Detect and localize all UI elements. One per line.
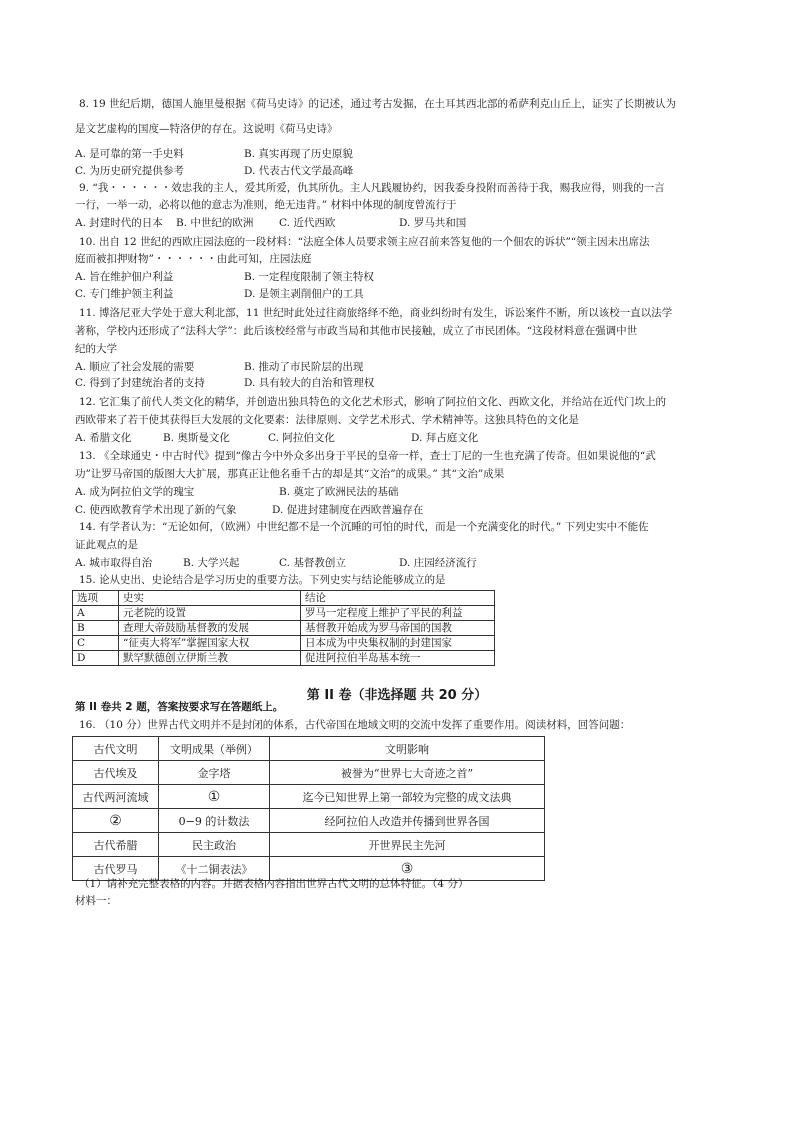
table-header-cell: 史实 [119, 591, 301, 606]
q13-stem-cont: 功”让罗马帝国的版图大大扩展，那真正让他名垂千古的却是其“文治”的成果。” 其“文治”成果 [75, 468, 505, 480]
table-cell: “征夷大将军”掌握国家大权 [119, 636, 301, 651]
table-cell: 《十二铜表法》 [159, 857, 270, 881]
blank-marker-3: ③ [270, 857, 545, 881]
q14-stem: 14. 有学者认为：“无论如何，（欧洲）中世纪都不是一个沉睡的可怕的时代，而是一个充满变化的时代。” 下列史实中不能佐 [79, 521, 649, 533]
q11-stem-cont: 著称，学校内还形成了“法科大学”：此后该校经常与市政当局和其他市民接触，成立了市民团体。“这段材料意在强调中世 [75, 325, 638, 337]
table-cell: 日本成为中央集权制的封建国家 [301, 636, 495, 651]
blank-marker-2: ② [73, 809, 159, 833]
table-header-cell: 结论 [301, 591, 495, 606]
q8-option-a: A. 是可靠的第一手史料 [75, 148, 184, 160]
table-cell: 古代两河流域 [73, 785, 159, 809]
q16-material-label: 材料一： [75, 895, 117, 907]
q10-option-c: C. 专门维护领主利益 [75, 288, 174, 300]
table-row [73, 833, 545, 857]
q8-option-c: C. 为历史研究提供参考 [75, 165, 184, 177]
q9-option-a: A. 封建时代的日本 [75, 217, 163, 229]
table-cell: 促进阿拉伯半岛基本统一 [301, 651, 495, 666]
table-header-row [73, 591, 495, 606]
table-cell: B [73, 621, 119, 636]
table-row [73, 809, 545, 833]
table-header-cell: 文明成果（举例） [159, 737, 270, 761]
table-cell: D [73, 651, 119, 666]
q9-option-d: D. 罗马共和国 [399, 217, 467, 229]
q10-option-d: D. 是领主剥削佃户的工具 [244, 288, 364, 300]
table-header-cell: 选项 [73, 591, 119, 606]
q11-stem-cont2: 纪的大学 [75, 343, 117, 355]
q9-option-b: B. 中世纪的欧洲 [176, 217, 254, 229]
q11-option-b: B. 推动了市民阶层的出现 [244, 361, 364, 373]
table-row [73, 785, 545, 809]
table-cell: 0−9 的计数法 [159, 809, 270, 833]
table-row [73, 621, 495, 636]
q8-stem-cont: 是文艺虚构的国度—特洛伊的存在。这说明《荷马史诗》 [75, 123, 338, 135]
q14-stem-cont: 证此观点的是 [75, 539, 138, 551]
q8-stem: 8. 19 世纪后期，德国人施里曼根据《荷马史诗》的记述，通过考古发掘，在土耳其西北部的希萨利克山丘上，证实了长期被认为 [79, 98, 677, 110]
table-row [73, 636, 495, 651]
q12-stem: 12. 它汇集了前代人类文化的精华，并创造出独具特色的文化艺术形式，影响了阿拉伯文化、西欧文化，并给站在近代门坎上的 [79, 396, 667, 408]
table-header-row [73, 737, 545, 761]
table-cell: 古代罗马 [73, 857, 159, 881]
table-row [73, 651, 495, 666]
q15-table [72, 590, 495, 666]
q16-stem: 16. （10 分）世界古代文明并不是封闭的体系，古代帝国在地域文明的交流中发挥了重要作用。阅读材料，回答问题： [79, 719, 631, 731]
table-row [73, 606, 495, 621]
table-header-cell: 文明影响 [270, 737, 545, 761]
q14-option-c: C. 基督教创立 [279, 557, 346, 569]
q16-table [72, 736, 545, 881]
table-header-cell: 古代文明 [73, 737, 159, 761]
table-cell: C [73, 636, 119, 651]
q10-stem: 10. 出自 12 世纪的西欧庄园法庭的一段材料：“法庭全体人员要求领主应召前来答复他的一个佃农的诉状”“领主因未出席法 [79, 236, 650, 248]
q12-option-b: B. 奥斯曼文化 [163, 432, 230, 444]
q11-option-c: C. 得到了封建统治者的支持 [75, 377, 205, 389]
q8-option-b: B. 真实再现了历史原貌 [244, 148, 353, 160]
table-cell: 默罕默德创立伊斯兰教 [119, 651, 301, 666]
table-cell: 开世界民主先河 [270, 833, 545, 857]
q12-stem-cont: 西欧带来了若干使其获得巨大发展的文化要素：法律原则、文学艺术形式、学术精神等。这独具特色的文化是 [75, 414, 579, 426]
table-cell: 罗马一定程度上维护了平民的利益 [301, 606, 495, 621]
q13-option-a: A. 成为阿拉伯文学的瑰宝 [75, 486, 195, 498]
blank-marker-1: ① [159, 785, 270, 809]
q11-option-d: D. 具有较大的自治和管理权 [244, 377, 375, 389]
q13-option-b: B. 奠定了欧洲民法的基础 [279, 486, 399, 498]
q8-option-d: D. 代表古代文学最高峰 [244, 165, 354, 177]
q10-option-b: B. 一定程度限制了领主特权 [244, 271, 374, 283]
q15-stem: 15. 论从史出、史论结合是学习历史的重要方法。下列史实与结论能够成立的是 [79, 574, 446, 586]
q16-subquestion-1: （1）请补充完整表格的内容。并据表格内容指出世界古代文明的总体特征。（4 分） [79, 878, 469, 890]
q9-stem: 9. “我・・・・・・效忠我的主人，爱其所爱，仇其所仇。主人凡践履协约，因我委身投附而善待于我，赐我应得，则我的一言 [79, 182, 665, 194]
table-cell: 古代希腊 [73, 833, 159, 857]
q13-stem: 13. 《全球通史・中古时代》提到“像古今中外众多出身于平民的皇帝一样，查士丁尼的一生也充满了传奇。但如果说他的“武 [79, 450, 656, 462]
q12-option-c: C. 阿拉伯文化 [268, 432, 335, 444]
section-2-note: 第 II 卷共 2 题，答案按要求写在答题纸上。 [75, 701, 284, 713]
q12-option-d: D. 拜占庭文化 [411, 432, 479, 444]
table-cell: 元老院的设置 [119, 606, 301, 621]
table-cell: 查理大帝鼓励基督教的发展 [119, 621, 301, 636]
q11-option-a: A. 顺应了社会发展的需要 [75, 361, 195, 373]
q9-stem-cont: 一行，一举一动，必将以他的意志为准则，绝无违背。” 材料中体现的制度曾流行于 [75, 199, 457, 211]
table-cell: 经阿拉伯人改造并传播到世界各国 [270, 809, 545, 833]
q12-option-a: A. 希腊文化 [75, 432, 132, 444]
q14-option-a: A. 城市取得自治 [75, 557, 153, 569]
q13-option-c: C. 使西欧教育学术出现了新的气象 [75, 504, 237, 516]
q10-stem-cont: 庭而被扣押财物”・・・・・・由此可知，庄园法庭 [75, 253, 312, 265]
q9-option-c: C. 近代西欧 [279, 217, 336, 229]
table-cell: 基督教开始成为罗马帝国的国教 [301, 621, 495, 636]
q11-stem: 11. 博洛尼亚大学处于意大利北部，11 世纪时此处过往商旅络绎不绝，商业纠纷时有发生，诉讼案件不断，所以该校一直以法学 [79, 307, 673, 319]
table-row [73, 761, 545, 785]
q13-option-d: D. 促进封建制度在西欧普遍存在 [272, 504, 424, 516]
table-cell: A [73, 606, 119, 621]
q10-option-a: A. 旨在维护佃户利益 [75, 271, 174, 283]
section-2-title: 第 II 卷（非选择题 共 20 分） [306, 688, 488, 703]
table-cell: 金字塔 [159, 761, 270, 785]
table-cell: 迄今已知世界上第一部较为完整的成文法典 [270, 785, 545, 809]
q14-option-d: D. 庄园经济流行 [399, 557, 477, 569]
q14-option-b: B. 大学兴起 [183, 557, 240, 569]
table-cell: 民主政治 [159, 833, 270, 857]
table-cell: 被誉为“世界七大奇迹之首” [270, 761, 545, 785]
table-cell: 古代埃及 [73, 761, 159, 785]
